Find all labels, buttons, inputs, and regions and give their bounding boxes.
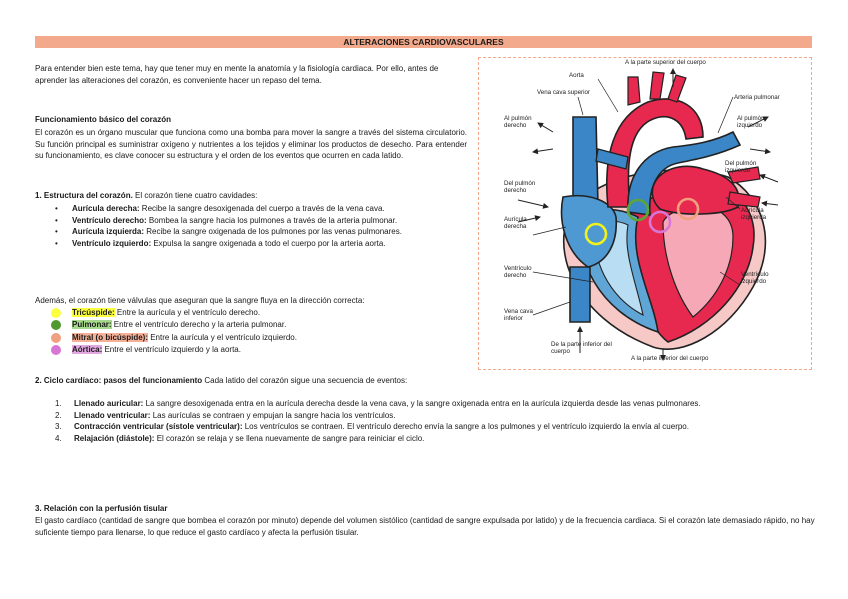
label-vena-cava-inferior: Vena cava inferior <box>504 308 533 323</box>
label-top-body: A la parte superior del cuerpo <box>625 59 706 66</box>
label-auricula-izquierda: Aurícula izquierda <box>741 207 767 222</box>
cavidades-list <box>35 203 467 249</box>
valvulas-list <box>35 307 467 357</box>
label-inferior-body: De la parte inferior del cuerpo <box>551 341 612 356</box>
list-number: 2. <box>55 410 62 420</box>
list-item <box>35 421 815 433</box>
paso-name: Llenado ventricular: <box>74 410 151 420</box>
funcionamiento-paragraph: El corazón es un órgano muscular que funciona como una bomba para mover la sangre a través del sistema circulatorio. Su función principal es suministrar oxígeno y nutrientes a los tejidos y eliminar los productos de desecho. Para entender su funcionamiento, es clave conocer su estructura y el orden de los eventos que ocurren en cada latido. <box>35 128 467 161</box>
estructura-heading: 1. Estructura del corazón. <box>35 191 133 200</box>
list-item <box>35 215 467 227</box>
label-al-pulmon-izquierdo: Al pulmón izquierdo <box>737 115 765 130</box>
label-aorta: Aorta <box>569 72 584 79</box>
ciclo-line <box>35 375 825 387</box>
label-ventriculo-derecho: Ventrículo derecho <box>504 265 532 280</box>
list-number: 4. <box>55 433 62 443</box>
valvula-desc: Entre la aurícula y el ventrículo izquierdo. <box>148 332 297 342</box>
pulmonar-dot-icon <box>51 320 61 330</box>
label-del-pulmon-derecho: Del pulmón derecho <box>504 180 536 195</box>
label-del-pulmon-izquierdo: Del pulmón izquierdo <box>725 160 757 175</box>
valvula-desc: Entre el ventrículo derecho y la arteria pulmonar. <box>111 320 287 330</box>
valvula-desc: Entre el ventrículo izquierdo y la aorta. <box>102 345 241 355</box>
label-auricula-derecha: Aurícula derecha <box>504 216 527 231</box>
estructura-text: El corazón tiene cuatro cavidades: <box>132 191 258 200</box>
label-arteria-pulmonar: Arteria pulmonar <box>734 94 780 101</box>
cavidad-desc: Expulsa la sangre oxigenada a todo el cuerpo por la arteria aorta. <box>151 238 386 248</box>
label-vena-cava-superior: Vena cava superior <box>537 89 590 96</box>
heart-diagram <box>478 57 812 370</box>
list-item <box>35 307 467 319</box>
valvulas-intro: Además, el corazón tiene válvulas que aseguran que la sangre fluya en la dirección correcta: <box>35 296 365 305</box>
paso-desc: La sangre desoxigenada entra en la aurícula derecha desde la vena cava, y la sangre oxigenada entra en la aurícula izquierda desde las venas pulmonares. <box>143 399 701 408</box>
cavidad-name: Ventrículo izquierdo: <box>72 238 152 248</box>
valvula-desc: Entre la aurícula y el ventrículo derecho. <box>114 308 261 317</box>
list-item <box>35 226 467 238</box>
valvula-name: Mitral (o bicúspide): <box>72 332 148 342</box>
list-item <box>35 203 467 215</box>
valvula-name: Pulmonar: <box>72 320 112 330</box>
cavidad-name: Aurícula derecha: <box>72 204 140 213</box>
label-bottom-body: A la parte inferior del cuerpo <box>631 355 709 362</box>
paso-desc: Los ventrículos se contraen. El ventrículo derecho envía la sangre a los pulmones y el ventrículo izquierdo la envía al cuerpo. <box>242 422 689 432</box>
mitral-dot-icon <box>51 333 61 343</box>
page-title: ALTERACIONES CARDIOVASCULARES <box>35 36 812 48</box>
aortica-dot-icon <box>51 345 61 355</box>
cavidad-desc: Bombea la sangre hacia los pulmones a través de la arteria pulmonar. <box>146 215 398 225</box>
ciclo-heading: 2. Ciclo cardíaco: pasos del funcionamiento <box>35 376 203 385</box>
ciclo-text: Cada latido del corazón sigue una secuencia de eventos: <box>202 376 408 385</box>
paso-name: Llenado auricular: <box>74 399 144 408</box>
list-item <box>35 344 467 356</box>
label-ventriculo-izquierdo: Ventrículo izquierdo <box>741 271 769 286</box>
cavidad-name: Aurícula izquierda: <box>72 227 145 237</box>
list-number: 1. <box>55 399 62 408</box>
list-item <box>35 398 815 410</box>
cavidad-name: Ventrículo derecho: <box>72 215 147 225</box>
perfusion-paragraph: El gasto cardíaco (cantidad de sangre que bombea el corazón por minuto) depende del volumen sistólico (cantidad de sangre expulsada por latido) y de la frecuencia cardiaca. Si el corazón late demasiado rápido, no hay suficiente tiempo para llenarse, lo que reduce el gasto cardíaco y afecta la perfusión tisular. <box>35 516 815 537</box>
paso-desc: Las aurículas se contraen y empujan la sangre hacia los ventrículos. <box>150 410 396 420</box>
cavidad-desc: Recibe la sangre desoxigenada del cuerpo a través de la vena cava. <box>139 204 385 213</box>
estructura-line <box>35 190 467 202</box>
paso-name: Contracción ventricular (sístole ventricular): <box>74 422 243 432</box>
ciclo-list <box>35 398 815 444</box>
valvula-name: Aórtica: <box>72 345 103 355</box>
list-item <box>35 433 815 445</box>
perfusion-heading: 3. Relación con la perfusión tisular <box>35 504 168 513</box>
list-item <box>35 410 815 422</box>
tricuspide-dot-icon <box>51 308 61 318</box>
cavidad-desc: Recibe la sangre oxigenada de los pulmones por las venas pulmonares. <box>144 227 402 237</box>
list-number: 3. <box>55 422 62 432</box>
list-item <box>35 238 467 250</box>
funcionamiento-heading: Funcionamiento básico del corazón <box>35 115 172 124</box>
list-item <box>35 332 467 344</box>
valvula-name: Tricúspide: <box>72 308 115 317</box>
paso-desc: El corazón se relaja y se llena nuevamente de sangre para reiniciar el ciclo. <box>154 433 425 443</box>
intro-paragraph: Para entender bien este tema, hay que tener muy en mente la anatomía y la fisiología cardiaca. Por ello, antes de aprender las alteraciones del corazón, es conveniente hacer un repaso del tema. <box>35 64 439 85</box>
paso-name: Relajación (diástole): <box>74 433 155 443</box>
label-al-pulmon-derecho: Al pulmón derecho <box>504 115 532 130</box>
list-item <box>35 319 467 331</box>
